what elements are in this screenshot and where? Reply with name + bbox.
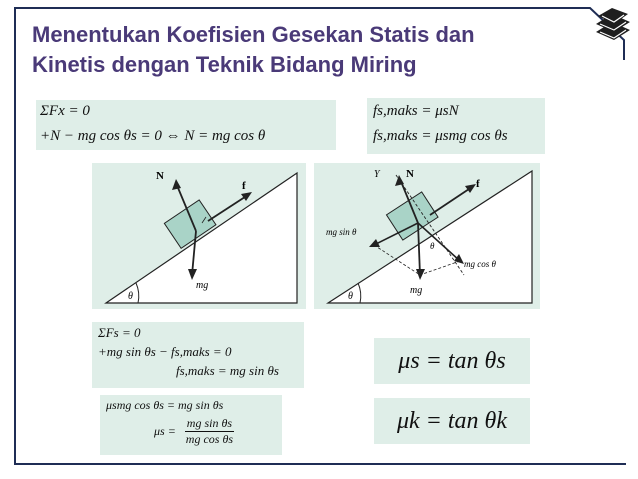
normal-force-equation-box bbox=[36, 100, 336, 150]
mu-fraction-denominator: mg cos θs bbox=[185, 432, 234, 446]
normal-force-equation: +N − mg cos θs = 0 ⇔ N = mg cos θ bbox=[40, 128, 266, 144]
label-n-right: N bbox=[406, 168, 414, 180]
label-mg-sin-right: mg sin θ bbox=[326, 227, 357, 237]
label-mg-left: mg bbox=[196, 280, 209, 291]
label-n-left: N bbox=[156, 170, 164, 182]
label-theta-left: θ bbox=[128, 291, 133, 302]
slide-title-line-2: Kinetis dengan Teknik Bidang Miring bbox=[32, 52, 417, 77]
sum-fs-equation-box bbox=[92, 322, 304, 388]
mu-s-result-box bbox=[374, 338, 530, 384]
inclined-plane-diagram-left bbox=[92, 163, 306, 309]
slide-title bbox=[32, 20, 572, 80]
balance-equation-1: +mg sin θs − fs,maks = 0 bbox=[98, 344, 232, 359]
mu-fraction bbox=[106, 416, 282, 447]
sum-fs-equation: ΣFs = 0 bbox=[98, 325, 141, 340]
inclined-plane-svg-left bbox=[92, 163, 306, 309]
fs-max-equation-1: fs,maks = μsN bbox=[373, 103, 459, 119]
sum-fx-equation: ΣFx = 0 bbox=[40, 103, 90, 119]
label-f-right: f bbox=[476, 178, 480, 190]
inclined-plane-svg-right bbox=[314, 163, 540, 309]
slide-title-line-1: Menentukan Koefisien Gesekan Statis dan bbox=[32, 22, 475, 47]
label-mg-right: mg bbox=[410, 285, 423, 296]
mu-s-result: μs = tan θs bbox=[398, 348, 506, 374]
label-y-right: Y bbox=[374, 169, 380, 180]
mu-equation: μsmg cos θs = mg sin θs bbox=[106, 398, 224, 412]
mu-k-result-box bbox=[374, 398, 530, 444]
fraction bbox=[184, 416, 235, 447]
mu-derivation-box bbox=[100, 395, 282, 455]
balance-equation-2: fs,maks = mg sin θs bbox=[176, 363, 279, 378]
static-friction-max-box bbox=[367, 98, 545, 154]
fs-max-equation-2: fs,maks = μsmg cos θs bbox=[373, 128, 508, 144]
inclined-plane-diagram-right bbox=[314, 163, 540, 309]
label-theta-inner-right: θ bbox=[430, 241, 435, 251]
mu-fraction-lhs: μs = bbox=[154, 424, 176, 438]
books-icon bbox=[592, 6, 632, 42]
label-theta-right: θ bbox=[348, 291, 353, 302]
label-mg-cos-right: mg cos θ bbox=[464, 259, 496, 269]
label-f-left: f bbox=[242, 180, 246, 192]
mu-k-result: μk = tan θk bbox=[396, 408, 507, 434]
mu-fraction-numerator: mg sin θs bbox=[186, 416, 233, 430]
